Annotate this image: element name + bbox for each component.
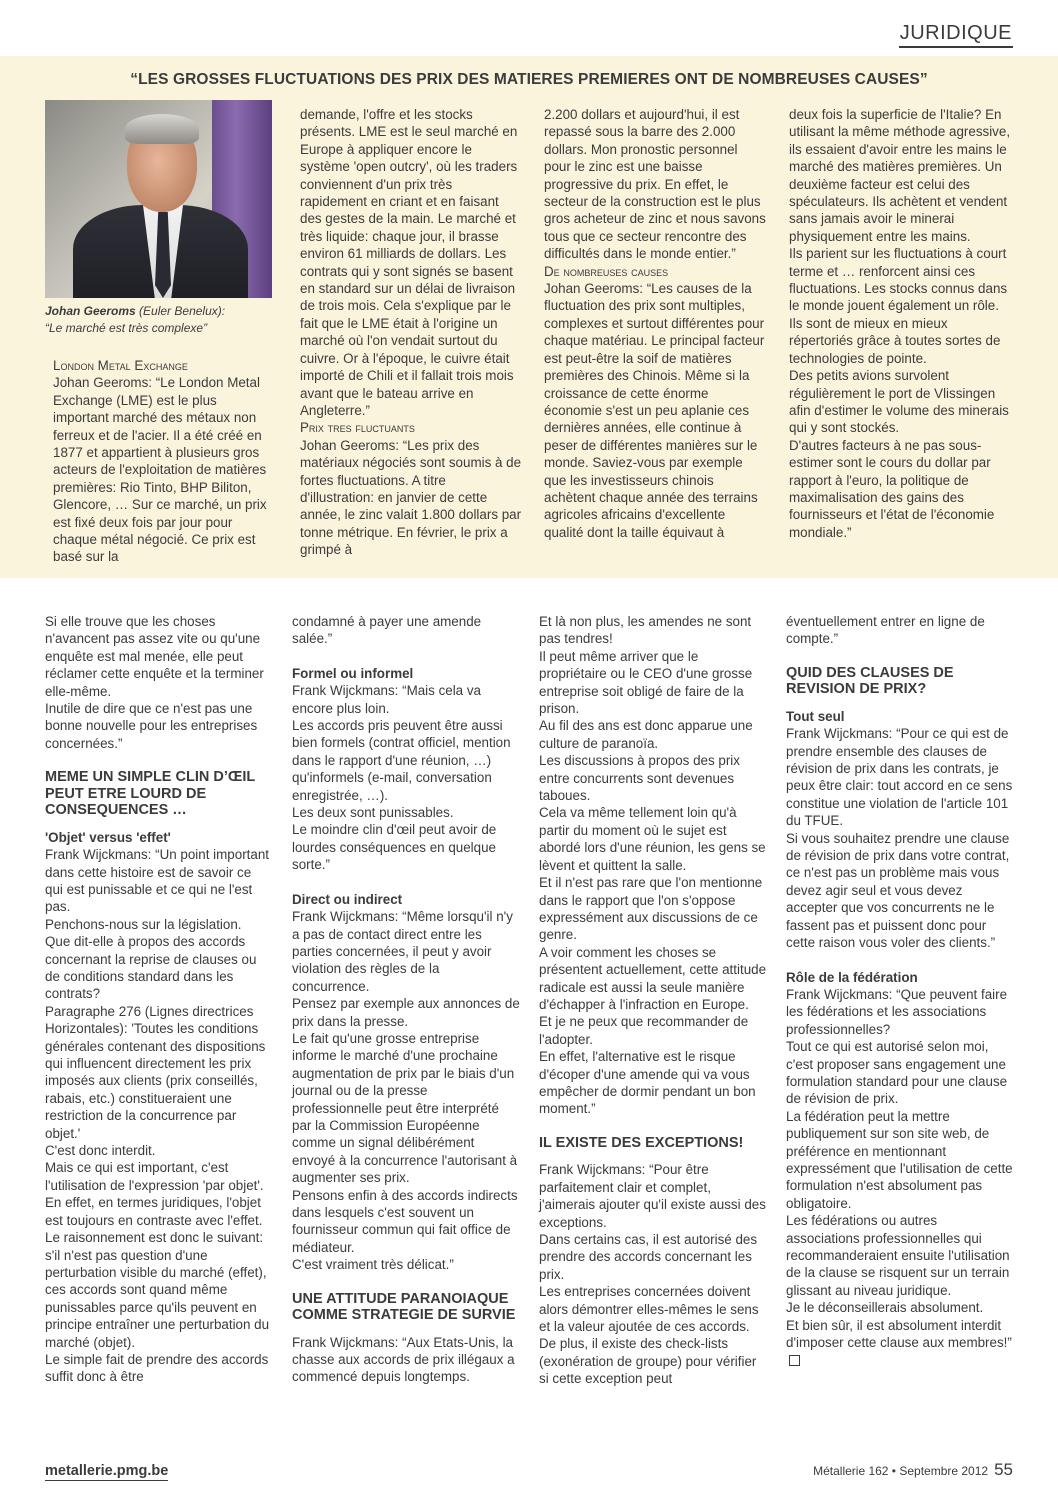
spacer: [45, 752, 270, 769]
spacer: [45, 819, 270, 829]
paragraph: Je le déconseillerais absolument.: [786, 1300, 984, 1316]
paragraph: Frank Wijckmans: “Que peuvent faire les fédérations et les associations professionnelles?: [786, 986, 1008, 1037]
paragraph: Et bien sûr, il est absolument interdit d'imposer cette clause aux membres!”: [786, 1317, 1014, 1369]
article-column-3: [539, 613, 767, 1388]
section-heading: UNE ATTITUDE PARANOIAQUE COMME STRATEGIE DE SURVIE: [292, 1290, 516, 1324]
article-column-1: [45, 613, 270, 1386]
subsection-heading: Prix tres fluctuants: [300, 420, 415, 436]
paragraph: Et je ne peux que recommander de l'adopter.: [539, 1014, 749, 1047]
footer-website[interactable]: metallerie.pmg.be: [45, 1463, 169, 1479]
paragraph: Johan Geeroms: “Les causes de la fluctuation des prix sont multiples, complexes et surtout différentes pour chaque matériau. Le principal facteur est peut-être la soif de matières premières des Chinois. Même si la croissance de cette énorme économie s'est un peu aplanie ces dernières années, elle continue à peser de différentes manières sur le monde. Saviez-vous par exemple que les investisseurs chinois achètent chaque année des terrains agricoles africains d'excellente qualité dont la taille équivaut à: [544, 281, 765, 540]
section-heading: QUID DES CLAUSES DE REVISION DE PRIX?: [786, 664, 954, 698]
paragraph: deux fois la superficie de l'Italie? En utilisant la même méthode agressive, ils essaient d'avoir entre les mains le marché des matières premières. Un deuxième facteur est celui des spéculateurs. Ils achètent et vendent sans jamais avoir le minerai physiquement entre les mains.: [789, 107, 1011, 244]
photo-caption: [45, 303, 275, 337]
paragraph: Johan Geeroms: “Le London Metal Exchange (LME) est le plus important marché des métaux non ferreux et de l'acier. Il a été créé en 1877 et appartient à plusieurs gros acteurs de l'exploitation de matières premières: Rio Tinto, BHP Biliton, Glencore, … Sur ce marché, un prix est fixé deux fois par jour pour chaque métal négocié. Ce prix est basé sur la: [53, 375, 267, 565]
paragraph: A voir comment les choses se présentent actuellement, cette attitude radicale est aussi la seule manière d'échapper à l'infraction en Europe.: [539, 944, 767, 1012]
paragraph: Inutile de dire que ce n'est pas une bonne nouvelle pour les entreprises concernées.”: [45, 701, 258, 751]
caption-quote: “Le marché est très complexe”: [45, 321, 208, 335]
spacer: [292, 874, 520, 891]
article-column-2: [292, 613, 520, 1386]
subsection-heading: De nombreuses causes: [544, 263, 669, 279]
section-label: JURIDIQUE: [899, 20, 1013, 48]
paragraph: Mais ce qui est important, c'est l'utilisation de l'expression 'par objet'.: [45, 1160, 264, 1193]
paragraph: Les entreprises concernées doivent alors démontrer elles-mêmes le sens et la valeur ajoutée de ces accords.: [539, 1284, 759, 1334]
paragraph: Frank Wijckmans: “Mais cela va encore plus loin.: [292, 683, 481, 716]
paragraph: En effet, en termes juridiques, l'objet est toujours en contraste avec l'effet.: [45, 1195, 263, 1228]
paragraph: condamné à payer une amende salée.”: [292, 614, 482, 647]
paragraph: Johan Geeroms: “Les prix des matériaux négociés sont soumis à de fortes fluctuations. A titre d'illustration: en janvier de cette année, le zinc valait 1.800 dollars par tonne métrique. En février, le prix a grimpé à: [300, 437, 522, 558]
paragraph: C'est vraiment très délicat.”: [292, 1257, 454, 1273]
paragraph: Au fil des ans est donc apparue une culture de paranoïa.: [539, 718, 753, 751]
box-column-2: [300, 106, 522, 559]
paragraph: Le simple fait de prendre des accords suffit donc à être: [45, 1351, 269, 1385]
subheading: 'Objet' versus 'effet': [45, 829, 171, 845]
paragraph: Des petits avions survolent régulièrement le port de Vlissingen afin d'estimer le volume des minerais qui y sont stockés.: [789, 368, 1009, 436]
paragraph: Tout ce qui est autorisé selon moi, c'est proposer sans engagement une formulation standard pour une clause de révision de prix.: [786, 1039, 1008, 1107]
paragraph: Ils sont de mieux en mieux répertoriés grâce à toutes sortes de technologies de pointe.: [789, 315, 1001, 366]
box-title: “LES GROSSES FLUCTUATIONS DES PRIX DES MATIERES PREMIERES ONT DE NOMBREUSES CAUSES”: [130, 71, 928, 88]
box-column-1: [53, 357, 268, 566]
spacer: [786, 648, 1014, 665]
paragraph: La fédération peut la mettre publiquement sur son site web, de préférence en mentionnant expressément que l'utilisation de cette formulation n'est absolument pas obligatoire.: [786, 1108, 1013, 1211]
paragraph: Si elle trouve que les choses n'avancent pas assez vite ou qu'une enquête est mal menée, elle peut réclamer cette enquête et la terminer elle-même.: [45, 614, 264, 699]
paragraph: Les discussions à propos des prix entre concurrents sont devenues taboues.: [539, 753, 740, 804]
paragraph: 2.200 dollars et aujourd'hui, il est repassé sous la barre des 2.000 dollars. Mon pronostic personnel pour le zinc est une baisse progressive du prix. En effet, le secteur de la construction est le plus gros acheteur de zinc et nous savons tous que ce secteur rencontre des difficultés dans le monde entier.”: [544, 107, 766, 262]
paragraph: Si vous souhaitez prendre une clause de révision de prix dans votre contrat, ce n'est pas un problème mais vous devez agir seul et vous devez accepter que vos concurrents ne le fassent pas et puissent donc pour cette raison vous voler des clients.”: [786, 830, 1010, 951]
paragraph: Frank Wijckmans: “Aux Etats-Unis, la chasse aux accords de prix illégaux a commencé depuis longtemps.: [292, 1334, 515, 1385]
footer-issue: [813, 1460, 1013, 1481]
subsection-heading: London Metal Exchange: [53, 358, 188, 373]
box-column-3: [544, 106, 766, 541]
paragraph: C'est donc interdit.: [45, 1143, 156, 1159]
subheading: Tout seul: [786, 708, 845, 724]
spacer: [539, 1151, 767, 1161]
caption-org: (Euler Benelux):: [139, 304, 226, 318]
spacer: [292, 1274, 520, 1291]
paragraph: Frank Wijckmans: “Même lorsqu'il n'y a pas de contact direct entre les parties concernées, il peut y avoir violation des règles de la concurrence.: [292, 909, 513, 994]
paragraph: Cela va même tellement loin qu'à partir du moment où le sujet est abordé lors d'une réunion, les gens se lèvent et quittent la salle.: [539, 805, 766, 873]
paragraph: Le moindre clin d'œil peut avoir de lourdes conséquences en quelque sorte.”: [292, 822, 497, 873]
paragraph: Paragraphe 276 (Lignes directrices Horizontales): 'Toutes les conditions générales contenant des dispositions qui influencent directement les prix imposés aux clients (prix conseillés, rabais, etc.) constitueraient une restriction de la concurrence par objet.': [45, 1003, 266, 1141]
paragraph: Le fait qu'une grosse entreprise informe le marché d'une prochaine augmentation de prix par le biais d'un journal ou de la presse professionnelle peut être interprété par la Commission Européenne comme un signal délibérément envoyé à la concurrence l'autorisant à augmenter ses prix.: [292, 1030, 518, 1186]
paragraph: Penchons-nous sur la législation. Que dit-elle à propos des accords concernant la reprise de clauses ou de conditions standard dans les contrats?: [45, 916, 257, 1002]
paragraph: De plus, il existe des check-lists (exonération de groupe) pour vérifier si cette exception peut: [539, 1336, 757, 1387]
section-heading: IL EXISTE DES EXCEPTIONS!: [539, 1134, 744, 1151]
section-heading: MEME UN SIMPLE CLIN D’ŒIL PEUT ETRE LOURD DE CONSEQUENCES …: [45, 769, 255, 819]
spacer: [786, 952, 1014, 969]
article-column-4: [786, 613, 1014, 1369]
paragraph: D'autres facteurs à ne pas sous-estimer sont le cours du dollar par rapport à l'euro, la politique de maximalisation des gains des fournisseurs et l'état de l'économie mondiale.”: [789, 437, 995, 540]
paragraph: Dans certains cas, il est autorisé des prendre des accords concernant les prix.: [539, 1231, 758, 1282]
footer-issue-text: Métallerie 162 • Septembre 2012: [813, 1464, 989, 1478]
paragraph: Frank Wijckmans: “Un point important dans cette histoire est de savoir ce qui est punissable et ce qui ne l'est pas.: [45, 847, 269, 915]
subheading: Rôle de la fédération: [786, 969, 918, 985]
spacer: [292, 1324, 520, 1334]
spacer: [786, 698, 1014, 708]
caption-name: Johan Geeroms: [45, 304, 136, 318]
paragraph: En effet, l'alternative est le risque d'écoper d'une amende qui va vous empêcher de dormir pendant un bon moment.”: [539, 1049, 756, 1117]
box-column-4: [789, 106, 1014, 541]
page-number: 55: [994, 1460, 1013, 1479]
paragraph: Et là non plus, les amendes ne sont pas tendres!: [539, 614, 752, 647]
subheading: Direct ou indirect: [292, 891, 403, 907]
paragraph: éventuellement entrer en ligne de compte.”: [786, 614, 985, 647]
paragraph: Pensons enfin à des accords indirects dans lesquels c'est souvent un fournisseur commun qui fait office de médiateur.: [292, 1187, 518, 1255]
paragraph: Les accords pris peuvent être aussi bien formels (contrat officiel, mention dans le rapport d'une réunion, …) qu'informels (e-mail, conversation enregistrée, …).: [292, 718, 511, 803]
paragraph: Il peut même arriver que le propriétaire ou le CEO d'une grosse entreprise soit obligé de faire de la prison.: [539, 648, 753, 717]
subheading: Formel ou informel: [292, 665, 414, 681]
paragraph: Et il n'est pas rare que l'on mentionne dans le rapport que l'on s'oppose expressément aux discussions de ce genre.: [539, 875, 763, 943]
paragraph: Ils parient sur les fluctuations à court terme et … renforcent ainsi ces fluctuations. Les stocks connus dans le monde jouent également un rôle.: [789, 246, 1008, 314]
spacer: [539, 1118, 767, 1135]
paragraph: Frank Wijckmans: “Pour être parfaitement clair et complet, j'aimerais ajouter qu'il existe aussi des exceptions.: [539, 1162, 766, 1230]
paragraph: Le raisonnement est donc le suivant: s'il n'est pas question d'une perturbation visible du marché (effet), ces accords sont quand même punissables parce qu'ils peuvent en principe entraîner une perturbation du marché (objet).: [45, 1230, 270, 1350]
spacer: [292, 648, 520, 665]
paragraph: Les deux sont punissables.: [292, 805, 454, 821]
paragraph: demande, l'offre et les stocks présents. LME est le seul marché en Europe à appliquer encore le système 'open outcry', où les traders conviennent d'un prix très rapidement en criant et en faisant des gestes de la main. Le marché et très liquide: chaque jour, il brasse environ 61 milliards de dollars. Les contrats qui y sont signés se basent en standard sur un délai de livraison de trois mois. Cela s'explique par le fait que le LME était à l'origine un marché où l'on vendait surtout du cuivre. Or à l'époque, le cuivre était importé de Chili et il fallait trois mois avant que le bateau arrive en Angleterre.”: [300, 107, 518, 418]
end-mark-icon: [789, 1355, 800, 1366]
paragraph: Pensez par exemple aux annonces de prix dans la presse.: [292, 996, 520, 1029]
paragraph: Les fédérations ou autres associations professionnelles qui recommanderaient ensuite l'utilisation de la clause se risquent sur un terrain glissant au niveau juridique.: [786, 1213, 1010, 1298]
paragraph: Frank Wijckmans: “Pour ce qui est de prendre ensemble des clauses de révision de prix dans les contrats, je peux être clair: tout accord en ce sens constitue une violation de l'article 101 du TFUE.: [786, 726, 1013, 829]
portrait-photo: [45, 100, 272, 298]
